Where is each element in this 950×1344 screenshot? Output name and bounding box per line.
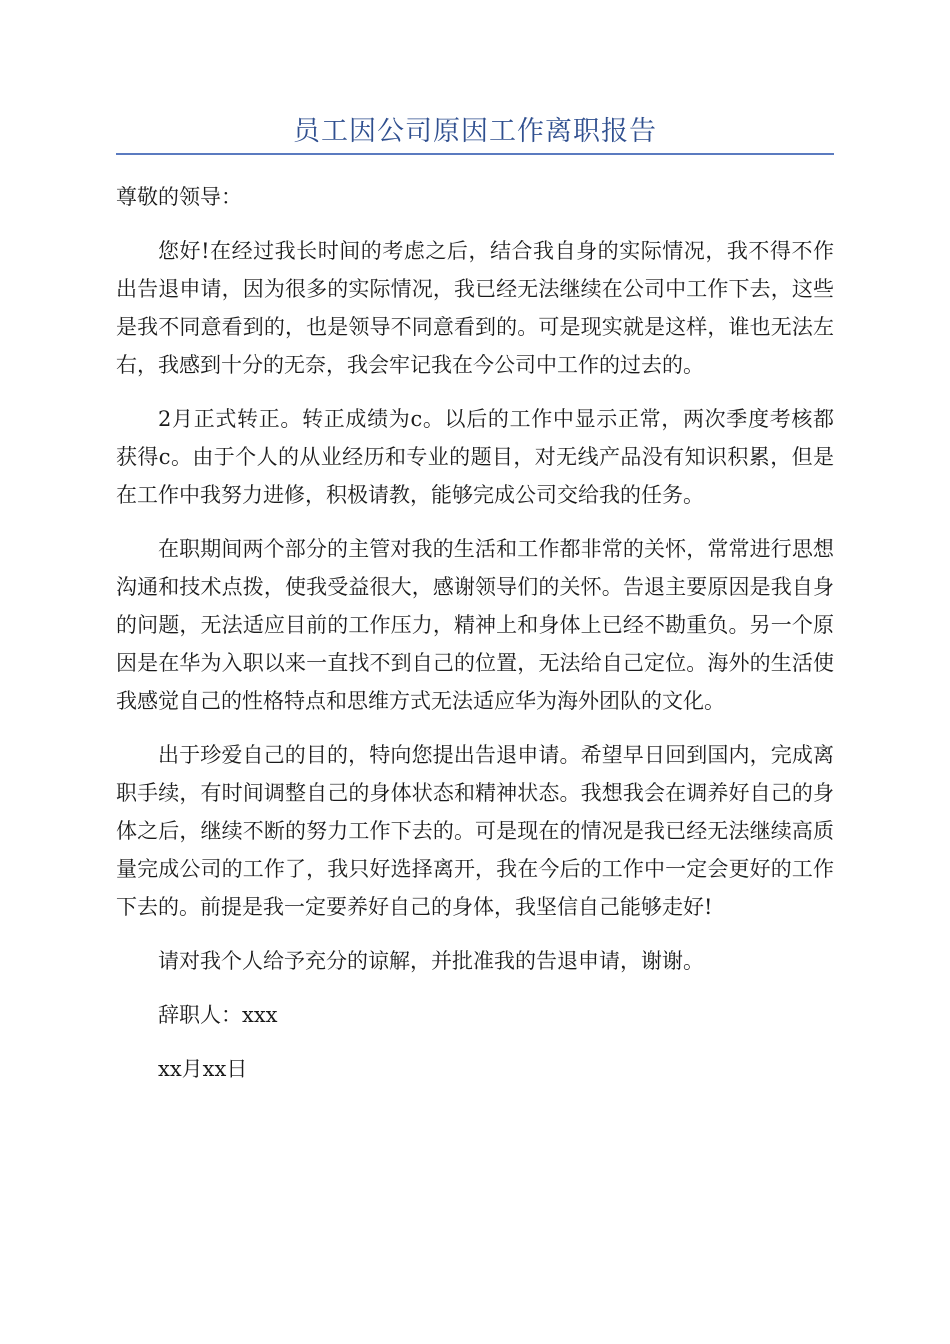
signature: 辞职人：xxx (158, 1003, 278, 1027)
paragraph-1: 您好!在经过我长时间的考虑之后，结合我自身的实际情况，我不得不作出告退申请，因为很多的实际情况，我已经无法继续在公司中工作下去，这些是我不同意看到的，也是领导不同意看到的。可是现实就是这样，谁也无法左右，我感到十分的无奈，我会牢记我在今公司中工作的过去的。 (116, 239, 834, 377)
date: xx月xx日 (158, 1057, 248, 1081)
document-body (116, 178, 834, 1104)
paragraph-2: 2月正式转正。转正成绩为c。以后的工作中显示正常，两次季度考核都获得c。由于个人的从业经历和专业的题目，对无线产品没有知识积累，但是在工作中我努力进修，积极请教，能够完成公司交给我的任务。 (116, 407, 834, 507)
paragraph-3: 在职期间两个部分的主管对我的生活和工作都非常的关怀，常常进行思想沟通和技术点拨，使我受益很大，感谢领导们的关怀。告退主要原因是我自身的问题，无法适应目前的工作压力，精神上和身体上已经不勘重负。另一个原因是在华为入职以来一直找不到自己的位置，无法给自己定位。海外的生活使我感觉自己的性格特点和思维方式无法适应华为海外团队的文化。 (116, 537, 834, 713)
salutation: 尊敬的领导： (116, 185, 242, 209)
document-title: 员工因公司原因工作离职报告 (293, 116, 657, 147)
paragraph-5: 请对我个人给予充分的谅解，并批准我的告退申请，谢谢。 (158, 949, 704, 973)
title-underline (116, 153, 834, 155)
paragraph-4: 出于珍爱自己的目的，特向您提出告退申请。希望早日回到国内，完成离职手续，有时间调整自己的身体状态和精神状态。我想我会在调养好自己的身体之后，继续不断的努力工作下去的。可是现在的情况是我已经无法继续高质量完成公司的工作了，我只好选择离开，我在今后的工作中一定会更好的工作下去的。前提是我一定要养好自己的身体，我坚信自己能够走好! (116, 743, 834, 919)
